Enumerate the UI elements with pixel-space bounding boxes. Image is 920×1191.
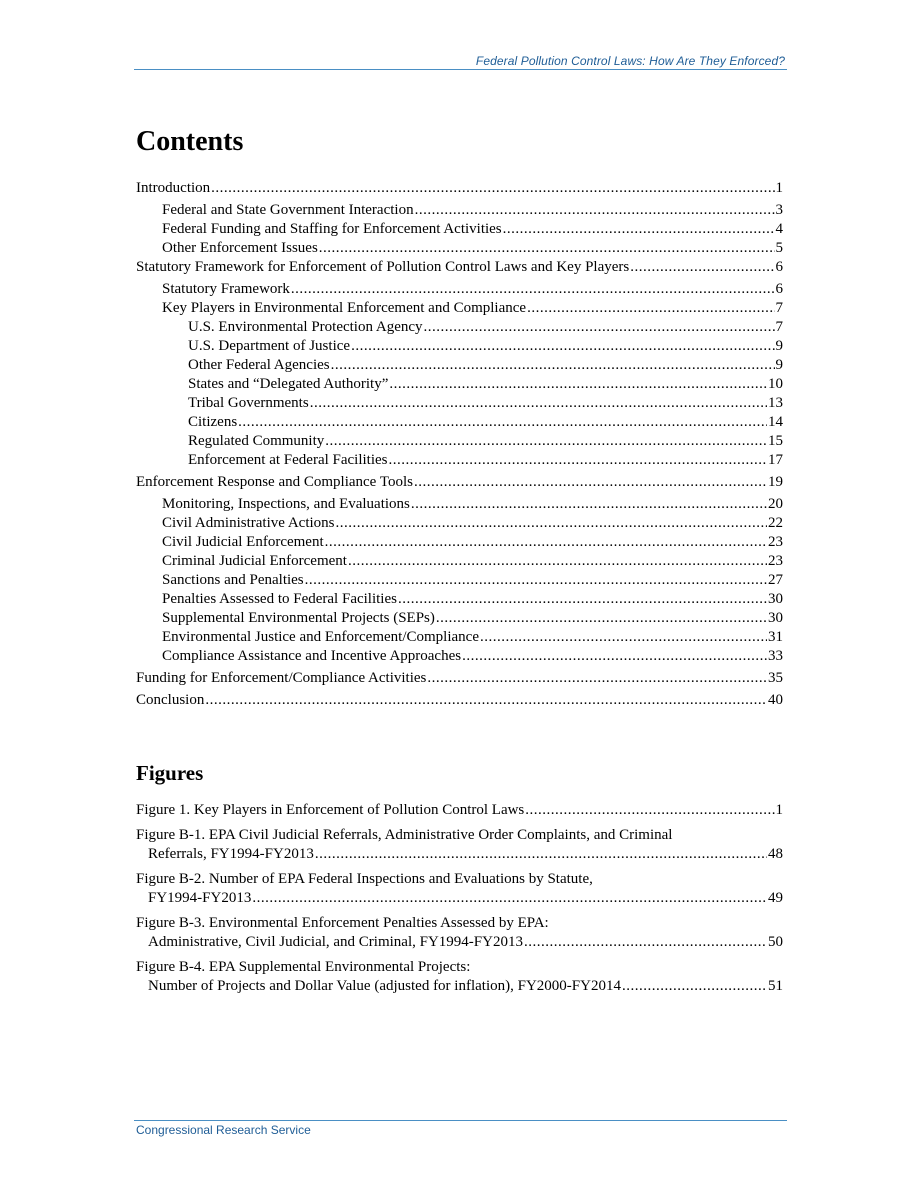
toc-entry[interactable]: Funding for Enforcement/Compliance Activities ..... 35: [136, 669, 783, 688]
running-footer: Congressional Research Service: [136, 1123, 311, 1137]
toc-entry[interactable]: Other Enforcement Issues ..... 5: [136, 239, 783, 258]
figure-entry-line: Referrals, FY1994-FY2013 ..... 48: [136, 845, 783, 864]
figures-heading: Figures: [136, 761, 204, 785]
figure-entry-line: Administrative, Civil Judicial, and Criminal, FY1994-FY2013 ..... 50: [136, 933, 783, 952]
toc-entry[interactable]: Citizens ..... 14: [136, 413, 783, 432]
toc-entry[interactable]: Enforcement Response and Compliance Tools ..... 19: [136, 473, 783, 492]
figure-entry-line: Figure B-2. Number of EPA Federal Inspections and Evaluations by Statute,: [136, 871, 593, 887]
toc-entry[interactable]: Compliance Assistance and Incentive Approaches ..... 33: [136, 647, 783, 666]
figure-entry-line: Number of Projects and Dollar Value (adjusted for inflation), FY2000-FY2014 ..... 51: [136, 977, 783, 996]
running-header: Federal Pollution Control Laws: How Are They Enforced?: [475, 54, 785, 68]
figure-entry[interactable]: [136, 801, 783, 820]
toc-entry[interactable]: Federal Funding and Staffing for Enforcement Activities ..... 4: [136, 220, 783, 239]
toc-entry[interactable]: Tribal Governments ..... 13: [136, 394, 783, 413]
figure-entry-line: Figure 1. Key Players in Enforcement of Pollution Control Laws ..... 1: [136, 801, 783, 820]
toc-entry[interactable]: Civil Judicial Enforcement ..... 23: [136, 533, 783, 552]
toc-entry[interactable]: Sanctions and Penalties ..... 27: [136, 571, 783, 590]
toc-entry[interactable]: Supplemental Environmental Projects (SEPs) ..... 30: [136, 609, 783, 628]
toc-entry[interactable]: Introduction ..... 1: [136, 179, 783, 198]
figure-entry-line: Figure B-1. EPA Civil Judicial Referrals, Administrative Order Complaints, and Criminal: [136, 827, 673, 843]
figure-entry[interactable]: [136, 914, 783, 952]
toc-entry[interactable]: Regulated Community ..... 15: [136, 432, 783, 451]
figure-entry[interactable]: [136, 870, 783, 908]
figure-entry[interactable]: [136, 958, 783, 996]
toc-entry[interactable]: Conclusion ..... 40: [136, 691, 783, 710]
figures-list: [136, 801, 783, 1002]
toc-entry[interactable]: Environmental Justice and Enforcement/Compliance ..... 31: [136, 628, 783, 647]
toc-entry[interactable]: U.S. Environmental Protection Agency ..... 7: [136, 318, 783, 337]
toc-entry[interactable]: Monitoring, Inspections, and Evaluations ..... 20: [136, 495, 783, 514]
contents-list: [136, 179, 783, 710]
toc-entry[interactable]: Enforcement at Federal Facilities ..... 17: [136, 451, 783, 470]
toc-entry[interactable]: Other Federal Agencies ..... 9: [136, 356, 783, 375]
contents-heading: Contents: [136, 126, 244, 157]
toc-entry[interactable]: Criminal Judicial Enforcement ..... 23: [136, 552, 783, 571]
toc-entry[interactable]: U.S. Department of Justice ..... 9: [136, 337, 783, 356]
toc-entry[interactable]: Federal and State Government Interaction ..... 3: [136, 201, 783, 220]
toc-entry[interactable]: States and “Delegated Authority” ..... 10: [136, 375, 783, 394]
toc-entry[interactable]: Key Players in Environmental Enforcement and Compliance ..... 7: [136, 299, 783, 318]
figure-entry-line: FY1994-FY2013 ..... 49: [136, 889, 783, 908]
figure-entry-line: Figure B-4. EPA Supplemental Environmental Projects:: [136, 959, 471, 975]
figure-entry-line: Figure B-3. Environmental Enforcement Penalties Assessed by EPA:: [136, 915, 549, 931]
toc-entry[interactable]: Civil Administrative Actions ..... 22: [136, 514, 783, 533]
figure-entry[interactable]: [136, 826, 783, 864]
header-divider: [134, 69, 787, 70]
toc-entry[interactable]: Penalties Assessed to Federal Facilities ..... 30: [136, 590, 783, 609]
toc-entry[interactable]: Statutory Framework for Enforcement of Pollution Control Laws and Key Players ..... 6: [136, 258, 783, 277]
footer-divider: [134, 1120, 787, 1121]
toc-entry[interactable]: Statutory Framework ..... 6: [136, 280, 783, 299]
